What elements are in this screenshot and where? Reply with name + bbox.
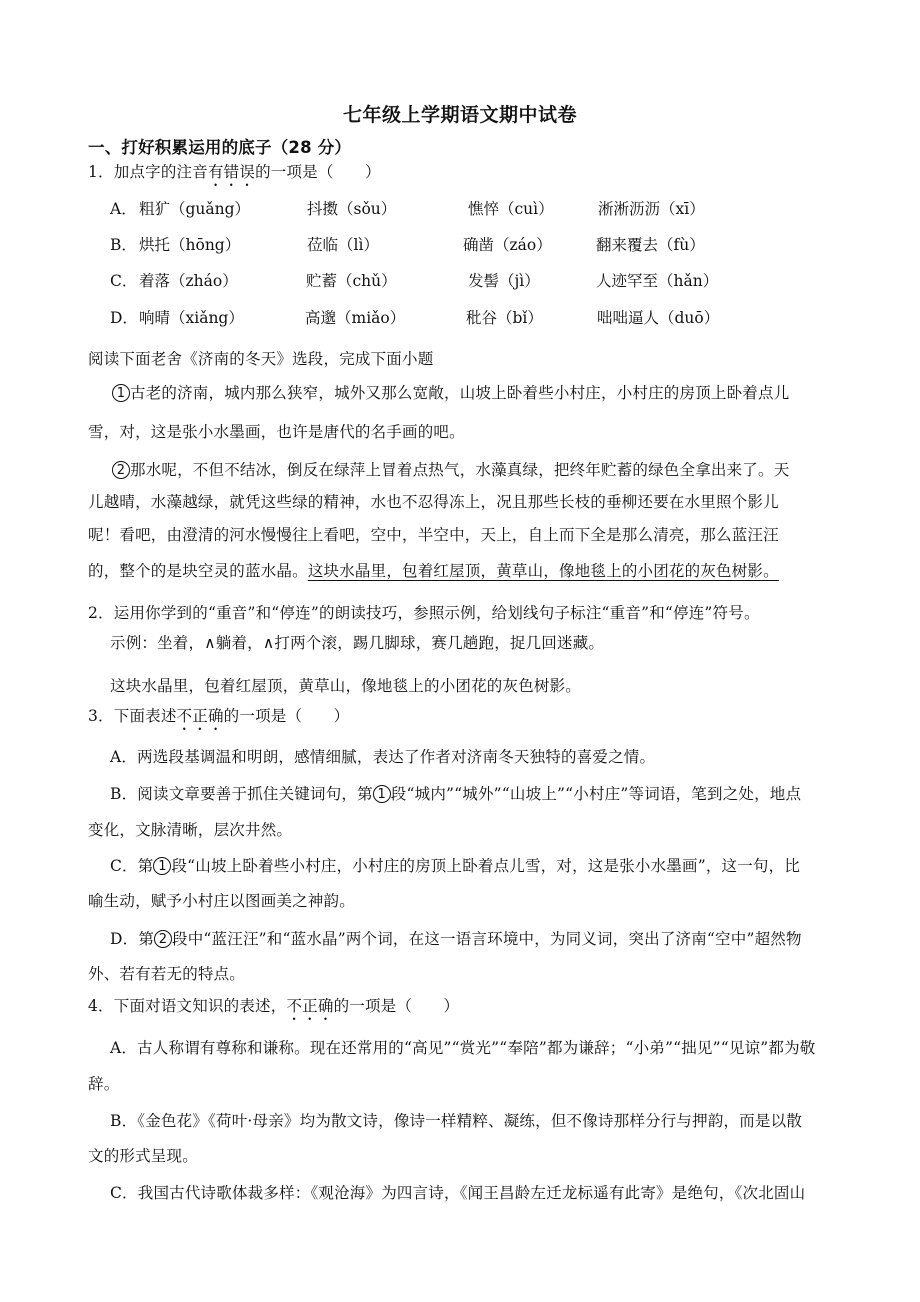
q1-option-b-label: B．	[110, 236, 137, 254]
q4-option-b: B．《金色花》《荷叶·母亲》均为散文诗，像诗一样精粹、凝练，但不像诗那样分行与押韵，而是以散	[110, 1112, 803, 1130]
q1-option-c-item: 着落（zháo）	[139, 272, 238, 290]
q3-option-b-text: 段“城内”“城外”“山坡上”“小村庄”等词语，笔到之处，地点	[390, 785, 802, 803]
q1-option-a-item: 抖擞（sǒu）	[307, 200, 397, 218]
q1-option-b-item: 翻来覆去（fù）	[596, 236, 705, 254]
p1-text: 古老的济南，城内那么狭窄，城外又那么宽敞，山坡上卧着些小村庄，小村庄的房顶上卧着点儿	[130, 384, 790, 402]
passage-paragraph-2-line: 呢！看吧，由澄清的河水慢慢往上看吧，空中，半空中，天上，自上而下全是那么清亮，那么蓝汪汪	[88, 526, 779, 544]
q3-option-c-text: 段“山坡上卧着些小村庄，小村庄的房顶上卧着点儿雪，对，这是张小水墨画”，这一句，比	[171, 857, 801, 875]
q4-option-a: A．古人称谓有尊称和谦称。现在还常用的“高见”“赏光”“奉陪”都为谦辞；“小弟”“拙见”“见谅”都为敬	[110, 1039, 816, 1057]
q2-sentence: 这块水晶里，包着红屋顶，黄草山，像地毯上的小团花的灰色树影。	[110, 677, 582, 695]
q1-stem-pre: 1．加点字的注音	[88, 163, 208, 181]
q3-option-b	[110, 784, 801, 804]
paragraph-number-2: 2	[112, 461, 130, 479]
passage-paragraph-2-line: 儿越晴，水藻越绿，就凭这些绿的精神，水也不忍得冻上，况且那些长枝的垂柳还要在水里照个影儿	[88, 493, 779, 511]
q3-option-b-text: B．阅读文章要善于抓住关键词句，第	[110, 785, 373, 803]
paragraph-ref-1: 1	[153, 857, 171, 875]
q3-option-c-text: C．第	[110, 857, 154, 875]
q3-stem-emphasis: 不正确	[176, 707, 224, 725]
paragraph-ref-1: 1	[373, 785, 391, 803]
q1-option-d-item: 响晴（xiǎng）	[139, 309, 244, 327]
q2-example-label: 示例：	[110, 634, 158, 652]
underlined-sentence: 这块水晶里，包着红屋顶，黄草山，像地毯上的小团花的灰色树影。	[307, 562, 779, 580]
passage-paragraph-1-line: 雪，对，这是张小水墨画，也许是唐代的名手画的吧。	[88, 423, 465, 441]
q1-stem-emphasis: 有错误	[207, 163, 256, 181]
passage-paragraph-2-line	[112, 460, 789, 480]
q1-option-b-item: 烘托（hōng）	[139, 236, 241, 254]
paragraph-number-1: 1	[112, 384, 130, 402]
q3-option-d-cont: 外、若有若无的特点。	[88, 965, 246, 983]
q1-option-c-item: 发髻（jì）	[468, 272, 540, 290]
q3-option-d	[110, 929, 802, 949]
q1-option-c-item: 人迹罕至（hǎn）	[596, 272, 719, 290]
q1-option-d-item: 秕谷（bǐ）	[466, 309, 543, 327]
q1-option-b-item: 莅临（lì）	[307, 236, 379, 254]
passage-paragraph-1-line	[112, 383, 789, 403]
q3-option-c-cont: 喻生动，赋予小村庄以图画美之神韵。	[88, 892, 355, 910]
q1-option-a-item: 粗犷（guǎng）	[139, 200, 251, 218]
exam-title: 七年级上学期语文期中试卷	[342, 104, 577, 126]
question-1-stem	[88, 162, 381, 190]
q1-option-c-item: 贮蓄（chǔ）	[306, 272, 397, 290]
q3-option-c	[110, 856, 800, 876]
question-2-stem: 2．运用你学到的“重音”和“停连”的朗读技巧，参照示例，给划线句子标注“重音”和“停连”符号。	[88, 604, 760, 622]
q4-stem-post: 的一项是（ ）	[333, 997, 460, 1015]
q2-example-text: 坐着，∧躺着，∧打两个滚，踢几脚球，赛几趟跑，捉几回迷藏。	[157, 634, 605, 652]
section-heading: 一、打好积累运用的底子（28 分）	[88, 138, 352, 157]
q3-stem-post: 的一项是（ ）	[223, 707, 350, 725]
question-3-stem	[88, 706, 349, 734]
q4-option-c: C．我国古代诗歌体裁多样：《观沧海》为四言诗，《闻王昌龄左迁龙标遥有此寄》是绝句，《次北固山	[110, 1184, 806, 1202]
question-4-stem	[88, 996, 459, 1024]
passage-paragraph-2-line	[88, 561, 779, 581]
q3-stem-pre: 3．下面表述	[88, 707, 177, 725]
q1-option-a-label: A．	[110, 200, 137, 218]
q3-option-a: A．两选段基调温和明朗，感情细腻，表达了作者对济南冬天独特的喜爱之情。	[110, 748, 656, 766]
q1-option-d-label: D．	[110, 309, 138, 327]
p2-text: 那水呢，不但不结冰，倒反在绿萍上冒着点热气，水藻真绿，把终年贮蓄的绿色全拿出来了。天	[130, 461, 790, 479]
q3-option-d-text: D．第	[110, 930, 155, 948]
p2-text: 的，整个的是块空灵的蓝水晶。	[88, 562, 308, 580]
q1-option-d-item: 咄咄逼人（duō）	[597, 309, 720, 327]
q1-stem-post: 的一项是（ ）	[255, 163, 381, 181]
q1-option-a-item: 淅淅沥沥（xī）	[598, 200, 705, 218]
q1-option-d-item: 高邈（miǎo）	[305, 309, 406, 327]
q1-option-c-label: C．	[110, 272, 138, 290]
paragraph-ref-2: 2	[154, 930, 172, 948]
q3-option-d-text: 段中“蓝汪汪”和“蓝水晶”两个词，在这一语言环境中，为同义词，突出了济南“空中”超然物	[172, 930, 802, 948]
q4-stem-emphasis: 不正确	[286, 997, 334, 1015]
q4-option-b-cont: 文的形式呈现。	[88, 1147, 198, 1165]
q4-option-a-cont: 辞。	[88, 1075, 120, 1093]
q1-option-b-item: 确凿（záo）	[463, 236, 552, 254]
q1-option-a-item: 憔悴（cuì）	[468, 200, 554, 218]
q3-option-b-cont: 变化，文脉清晰，层次井然。	[88, 821, 293, 839]
q2-example	[110, 633, 604, 653]
reading-intro: 阅读下面老舍《济南的冬天》选段，完成下面小题	[88, 350, 434, 368]
q4-stem-pre: 4．下面对语文知识的表述，	[88, 997, 287, 1015]
